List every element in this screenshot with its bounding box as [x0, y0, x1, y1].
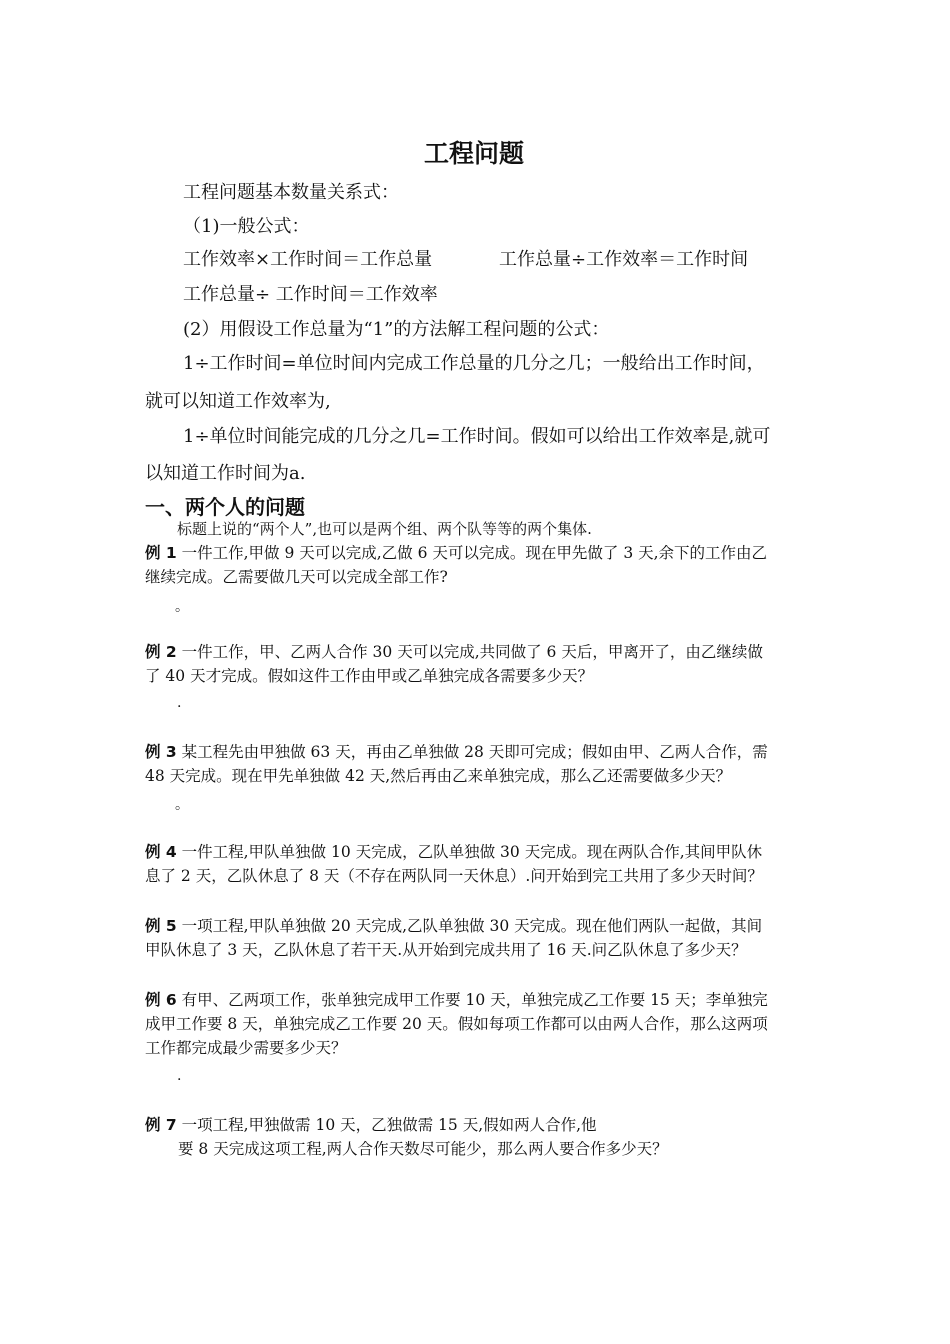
example-5 [145, 914, 762, 962]
example-4-line1: 例 4 一件工程,甲队单独做 10 天完成，乙队单独做 30 天完成。现在两队合作,其间甲队休 [145, 843, 763, 861]
example-1-mark: 。 [175, 599, 189, 615]
example-6-label: 例 6 [145, 991, 177, 1009]
intro-p1-line2: 就可以知道工作效率为, [145, 391, 331, 412]
example-3 [145, 740, 768, 788]
example-6-mark: . [177, 1068, 182, 1084]
section-heading: 一、两个人的问题 [145, 495, 305, 519]
example-2 [145, 640, 763, 688]
example-2-label: 例 2 [145, 643, 177, 661]
example-6-line3: 工作都完成最少需要多少天？ [145, 1039, 347, 1057]
intro-sub2: (2）用假设工作总量为“1”的方法解工程问题的公式： [183, 319, 610, 340]
example-6-line2: 成甲工作要 8 天，单独完成乙工作要 20 天。假如每项工作都可以由两人合作，那么这两项 [145, 1015, 768, 1033]
intro-sub1: （1)一般公式： [183, 216, 310, 237]
example-1-line1: 例 1 一件工作,甲做 9 天可以完成,乙做 6 天可以完成。现在甲先做了 3 天,余下的工作由乙 [145, 544, 768, 562]
example-3-mark: 。 [175, 797, 189, 813]
intro-p1-line1: 1÷工作时间=单位时间内完成工作总量的几分之几；一般给出工作时间， [183, 353, 765, 374]
example-1-label: 例 1 [145, 544, 177, 562]
example-7-label: 例 7 [145, 1116, 177, 1134]
example-5-label: 例 5 [145, 917, 177, 935]
intro-p2-line1: 1÷单位时间能完成的几分之几=工作时间。假如可以给出工作效率是,就可 [183, 426, 771, 447]
example-3-line1: 例 3 某工程先由甲独做 63 天，再由乙单独做 28 天即可完成；假如由甲、乙两人合作，需 [145, 743, 768, 761]
example-4-line2: 息了 2 天，乙队休息了 8 天（不存在两队同一天休息）.问开始到完工共用了多少天时间？ [145, 867, 763, 885]
example-7 [145, 1113, 668, 1161]
example-2-line1: 例 2 一件工作，甲、乙两人合作 30 天可以完成,共同做了 6 天后，甲离开了，由乙继续做 [145, 643, 763, 661]
formula-2: 工作总量÷工作效率＝工作时间 [499, 249, 749, 270]
example-7-line2: 要 8 天完成这项工程,两人合作天数尽可能少，那么两人要合作多少天？ [178, 1140, 668, 1158]
example-6 [145, 988, 768, 1060]
example-5-line1: 例 5 一项工程,甲队单独做 20 天完成,乙队单独做 30 天完成。现在他们两队一起做，其间 [145, 917, 763, 935]
example-2-line2: 了 40 天才完成。假如这件工作由甲或乙单独完成各需要多少天？ [145, 667, 594, 685]
formula-1: 工作效率×工作时间＝工作总量 [183, 249, 433, 270]
example-7-line1: 例 7 一项工程,甲独做需 10 天，乙独做需 15 天,假如两人合作,他 [145, 1116, 597, 1134]
example-6-line1: 例 6 有甲、乙两项工作，张单独完成甲工作要 10 天，单独完成乙工作要 15 天；李单独完 [145, 991, 768, 1009]
example-1 [145, 541, 767, 589]
page-title: 工程问题 [424, 139, 525, 168]
example-3-label: 例 3 [145, 743, 177, 761]
example-4 [145, 840, 763, 888]
example-3-line2: 48 天完成。现在甲先单独做 42 天,然后再由乙来单独完成，那么乙还需要做多少天？ [145, 767, 732, 785]
formula-3: 工作总量÷ 工作时间＝工作效率 [183, 284, 438, 305]
example-2-mark: . [177, 695, 182, 711]
intro-heading: 工程问题基本数量关系式： [183, 182, 399, 203]
example-5-line2: 甲队休息了 3 天，乙队休息了若干天.从开始到完成共用了 16 天.问乙队休息了多少天？ [145, 941, 747, 959]
example-4-label: 例 4 [145, 843, 177, 861]
intro-p2-line2: 以知道工作时间为a. [145, 463, 306, 484]
section-note: 标题上说的“两个人”,也可以是两个组、两个队等等的两个集体. [177, 520, 592, 538]
example-1-line2: 继续完成。乙需要做几天可以完成全部工作? [145, 568, 448, 586]
